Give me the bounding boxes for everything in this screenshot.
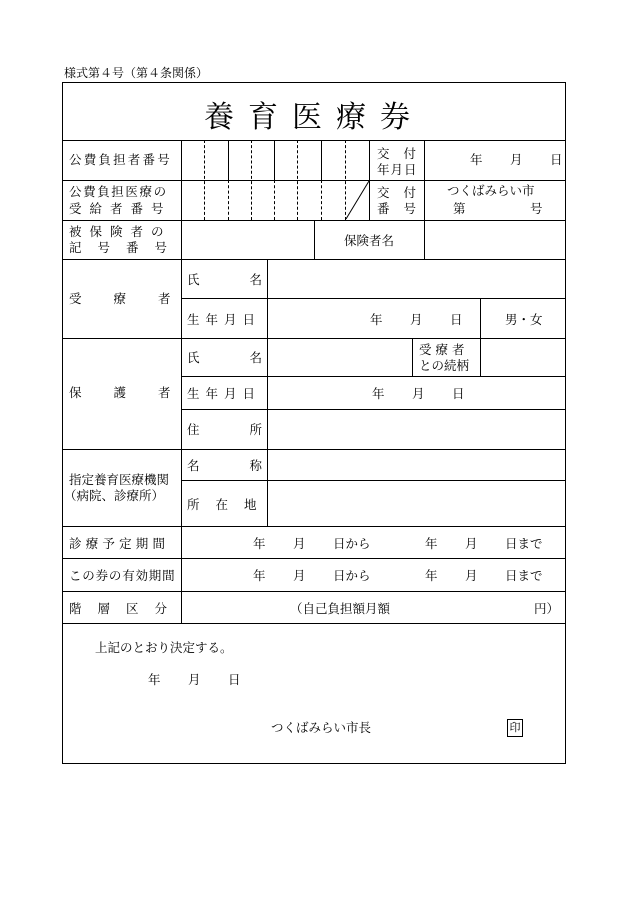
patient-name-label: 氏名 — [187, 272, 313, 287]
decision-text: 上記のとおり決定する。 — [95, 640, 233, 655]
rule — [181, 376, 566, 377]
patient-sex: 男・女 — [505, 312, 543, 327]
label-burden-number: 公費負担者番号 — [69, 152, 172, 167]
guardian-name-label: 氏名 — [187, 350, 313, 365]
rule — [62, 140, 566, 141]
rule — [480, 298, 481, 338]
issue-year: 年 — [470, 152, 483, 167]
label-institution-1: 指定養育医療機関 — [69, 472, 170, 487]
seal-stamp: 印 — [507, 719, 523, 737]
validity-start-year: 年 — [253, 568, 266, 583]
rule — [62, 591, 566, 592]
guardian-dob-month: 月 — [412, 386, 425, 401]
period-end-year: 年 — [425, 536, 438, 551]
guardian-dob-label: 生年月日 — [187, 386, 262, 401]
rule — [181, 480, 566, 481]
patient-dob-year: 年 — [370, 312, 383, 327]
rule — [274, 140, 275, 180]
rule — [181, 298, 566, 299]
label-recipient-number-1: 公費負担医療の — [69, 184, 168, 199]
patient-dob-label: 生年月日 — [187, 312, 262, 327]
rule — [62, 526, 566, 527]
validity-end-year: 年 — [425, 568, 438, 583]
digit-separator — [297, 140, 298, 220]
label-patient: 受療者 — [69, 291, 203, 306]
period-start-year: 年 — [253, 536, 266, 551]
digit-separator — [321, 180, 322, 220]
rule — [267, 259, 268, 526]
rule — [321, 140, 322, 180]
rule — [412, 338, 413, 376]
label-insured-1: 被保険者の — [69, 224, 172, 239]
validity-start-month: 月 — [293, 568, 306, 583]
self-burden-yen: 円） — [534, 601, 560, 616]
digit-separator — [274, 180, 275, 220]
digit-separator — [204, 140, 205, 220]
period-start-month: 月 — [293, 536, 306, 551]
rule — [62, 338, 566, 339]
guardian-dob-day: 日 — [452, 386, 465, 401]
label-issue-no-2: 番号 — [377, 201, 431, 216]
label-class: 階層区分 — [69, 601, 184, 616]
validity-end-month: 月 — [465, 568, 478, 583]
period-end-month: 月 — [465, 536, 478, 551]
label-insurer-name: 保険者名 — [344, 233, 395, 248]
period-end-day: 日まで — [505, 536, 543, 551]
rule — [424, 220, 425, 259]
rule — [62, 259, 566, 260]
label-institution-2: （病院、診療所） — [64, 488, 165, 503]
decision-year: 年 — [148, 672, 161, 687]
period-start-day: 日から — [333, 536, 371, 551]
guardian-address-label: 住所 — [187, 422, 313, 437]
decision-day: 日 — [228, 672, 241, 687]
rule — [181, 140, 182, 623]
digit-separator — [251, 140, 252, 220]
institution-name-label: 名称 — [187, 458, 313, 473]
self-burden-label: （自己負担額月額 — [290, 601, 391, 616]
issue-go: 号 — [530, 201, 543, 216]
rule — [228, 140, 229, 180]
issue-month: 月 — [510, 152, 523, 167]
issue-day: 日 — [550, 152, 563, 167]
label-validity-period: この券の有効期間 — [69, 568, 176, 583]
patient-dob-month: 月 — [410, 312, 423, 327]
digit-separator — [228, 180, 229, 220]
rule — [314, 220, 315, 259]
form-title: 養育医療券 — [204, 100, 424, 135]
label-issue-date-2: 年月日 — [377, 162, 418, 177]
validity-start-day: 日から — [333, 568, 371, 583]
rule — [62, 449, 566, 450]
relation-label-1: 受療者 — [419, 342, 469, 357]
label-recipient-number-2: 受給者番号 — [69, 201, 172, 216]
rule — [181, 409, 566, 410]
rule — [62, 623, 566, 624]
label-issue-no-1: 交付 — [377, 185, 431, 200]
guardian-dob-year: 年 — [372, 386, 385, 401]
patient-dob-day: 日 — [450, 312, 463, 327]
label-issue-1: 交付 — [377, 146, 431, 161]
label-guardian: 保護者 — [69, 385, 203, 400]
rule — [480, 338, 481, 376]
decision-month: 月 — [188, 672, 201, 687]
form-number: 様式第４号（第４条関係） — [64, 66, 209, 80]
relation-label-2: との続柄 — [419, 358, 470, 373]
label-treatment-period: 診療予定期間 — [69, 536, 170, 551]
rule — [62, 180, 566, 181]
issue-city: つくばみらい市 — [447, 183, 535, 198]
rule — [62, 558, 566, 559]
issue-dai: 第 — [453, 201, 466, 216]
institution-location-label: 所在地 — [187, 497, 273, 512]
mayor-title: つくばみらい市長 — [271, 720, 372, 735]
validity-end-day: 日まで — [505, 568, 543, 583]
check-digit-slash — [345, 180, 370, 220]
label-insured-2: 記号番号 — [69, 240, 184, 255]
